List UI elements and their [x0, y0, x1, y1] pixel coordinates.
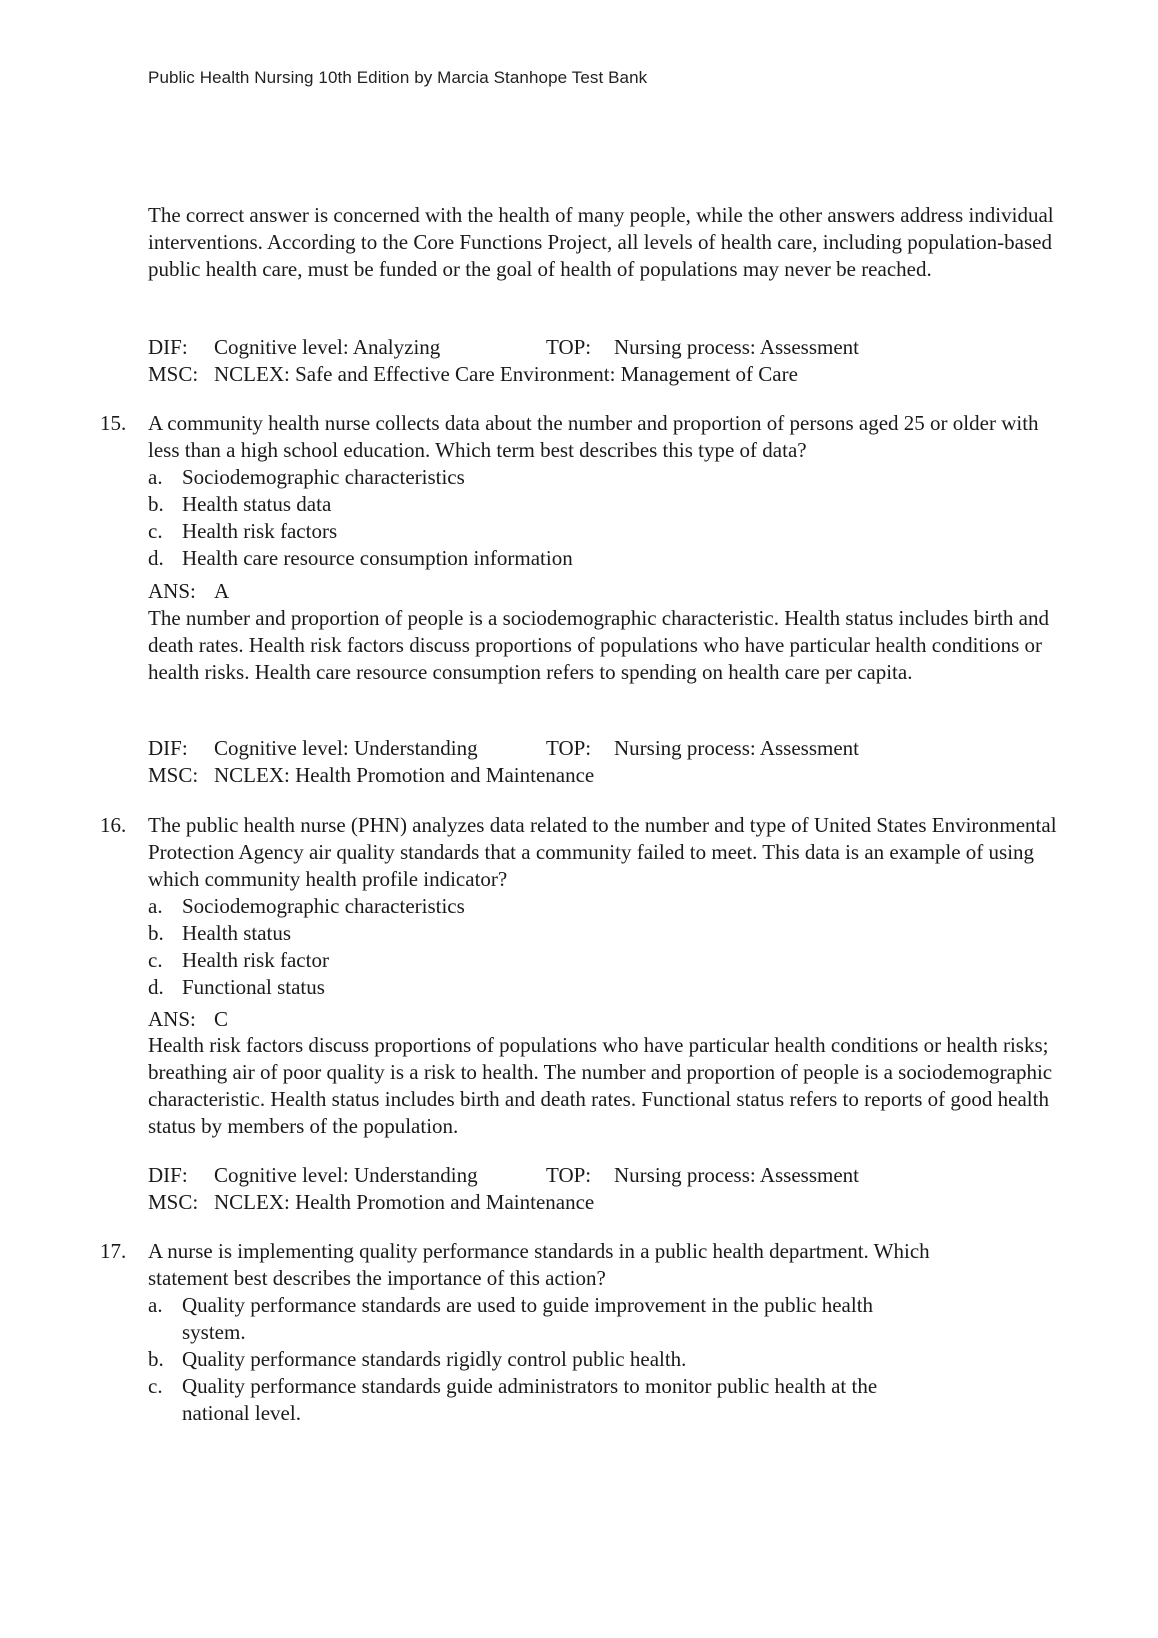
question-17 — [100, 1238, 1110, 1427]
option-letter: a. — [148, 465, 163, 489]
option-letter: c. — [148, 948, 163, 972]
option-text: Sociodemographic characteristics — [182, 894, 465, 918]
question-number: 15. — [100, 411, 127, 435]
option-letter: d. — [148, 546, 164, 570]
option-d — [148, 545, 1110, 572]
option-a — [148, 893, 1110, 920]
ans-value: A — [214, 579, 230, 603]
option-text: Health status data — [182, 492, 332, 516]
option-text: Health risk factor — [182, 948, 329, 972]
question-stem: A community health nurse collects data about the number and proportion of persons aged 25 or older with less than a high school education. Which term best describes this type of data? — [148, 411, 1039, 462]
option-text: Quality performance standards are used to guide improvement in the public health system. — [182, 1293, 874, 1344]
top-label: TOP: — [546, 736, 592, 760]
option-c — [148, 947, 1110, 974]
option-letter: c. — [148, 1374, 163, 1398]
option-letter: b. — [148, 1347, 164, 1371]
question-stem: The public health nurse (PHN) analyzes data related to the number and type of United States Environmental Protection Agency air quality standards that a community failed to meet. This data is an example of using which community health profile indicator? — [148, 813, 1057, 891]
dif-value: Cognitive level: Understanding — [214, 736, 478, 760]
dif-value: Cognitive level: Analyzing — [214, 335, 441, 359]
dif-label: DIF: — [148, 335, 188, 359]
option-c — [148, 1373, 938, 1427]
q14-rationale: The correct answer is concerned with the health of many people, while the other answers address individual interventions. According to the Core Functions Project, all levels of health care, including population-based public health care, must be funded or the goal of health of populations may never be reached. — [148, 203, 1054, 281]
option-text: Functional status — [182, 975, 325, 999]
question-stem: A nurse is implementing quality performance standards in a public health department. Which statement best describes the importance of this action? — [148, 1239, 930, 1290]
option-text: Quality performance standards rigidly control public health. — [182, 1347, 687, 1371]
ans-label: ANS: — [148, 579, 196, 603]
option-text: Quality performance standards guide administrators to monitor public health at the national level. — [182, 1374, 878, 1425]
q16-rationale: Health risk factors discuss proportions of populations who have particular health conditions or health risks; breathing air of poor quality is a risk to health. The number and proportion of people is a sociodemographic characteristic. Health status includes birth and death rates. Functional status refers to reports of good health status by members of the population. — [148, 1033, 1053, 1138]
msc-value: NCLEX: Health Promotion and Maintenance — [214, 1190, 595, 1214]
question-16 — [100, 812, 1110, 1001]
option-letter: d. — [148, 975, 164, 999]
page-header: Public Health Nursing 10th Edition by Marcia Stanhope Test Bank — [148, 68, 648, 87]
option-letter: c. — [148, 519, 163, 543]
option-b — [148, 491, 1110, 518]
option-letter: a. — [148, 1293, 163, 1317]
ans-label: ANS: — [148, 1007, 196, 1031]
option-b — [148, 1346, 938, 1373]
msc-label: MSC: — [148, 362, 199, 386]
msc-value: NCLEX: Health Promotion and Maintenance — [214, 763, 595, 787]
dif-label: DIF: — [148, 736, 188, 760]
question-number: 16. — [100, 813, 127, 837]
option-c — [148, 518, 1110, 545]
top-label: TOP: — [546, 1163, 592, 1187]
question-15 — [100, 410, 1110, 572]
question-number: 17. — [100, 1239, 127, 1263]
option-text: Health status — [182, 921, 292, 945]
option-b — [148, 920, 1110, 947]
option-letter: a. — [148, 894, 163, 918]
options-list — [148, 1292, 938, 1427]
option-letter: b. — [148, 921, 164, 945]
options-list — [148, 893, 1110, 1001]
msc-label: MSC: — [148, 763, 199, 787]
option-text: Health risk factors — [182, 519, 338, 543]
q15-rationale: The number and proportion of people is a sociodemographic characteristic. Health status includes birth and death rates. Health risk factors discuss proportions of populations who have particular health conditions or health risks. Health care resource consumption refers to spending on health care per capita. — [148, 606, 1049, 684]
top-value: Nursing process: Assessment — [614, 1163, 859, 1187]
msc-value: NCLEX: Safe and Effective Care Environment: Management of Care — [214, 362, 798, 386]
options-list — [148, 464, 1110, 572]
msc-label: MSC: — [148, 1190, 199, 1214]
top-label: TOP: — [546, 335, 592, 359]
ans-value: C — [214, 1007, 229, 1031]
option-text: Sociodemographic characteristics — [182, 465, 465, 489]
option-text: Health care resource consumption information — [182, 546, 573, 570]
top-value: Nursing process: Assessment — [614, 736, 859, 760]
option-a — [148, 464, 1110, 491]
dif-value: Cognitive level: Understanding — [214, 1163, 478, 1187]
dif-label: DIF: — [148, 1163, 188, 1187]
option-d — [148, 974, 1110, 1001]
top-value: Nursing process: Assessment — [614, 335, 859, 359]
option-a — [148, 1292, 938, 1346]
option-letter: b. — [148, 492, 164, 516]
